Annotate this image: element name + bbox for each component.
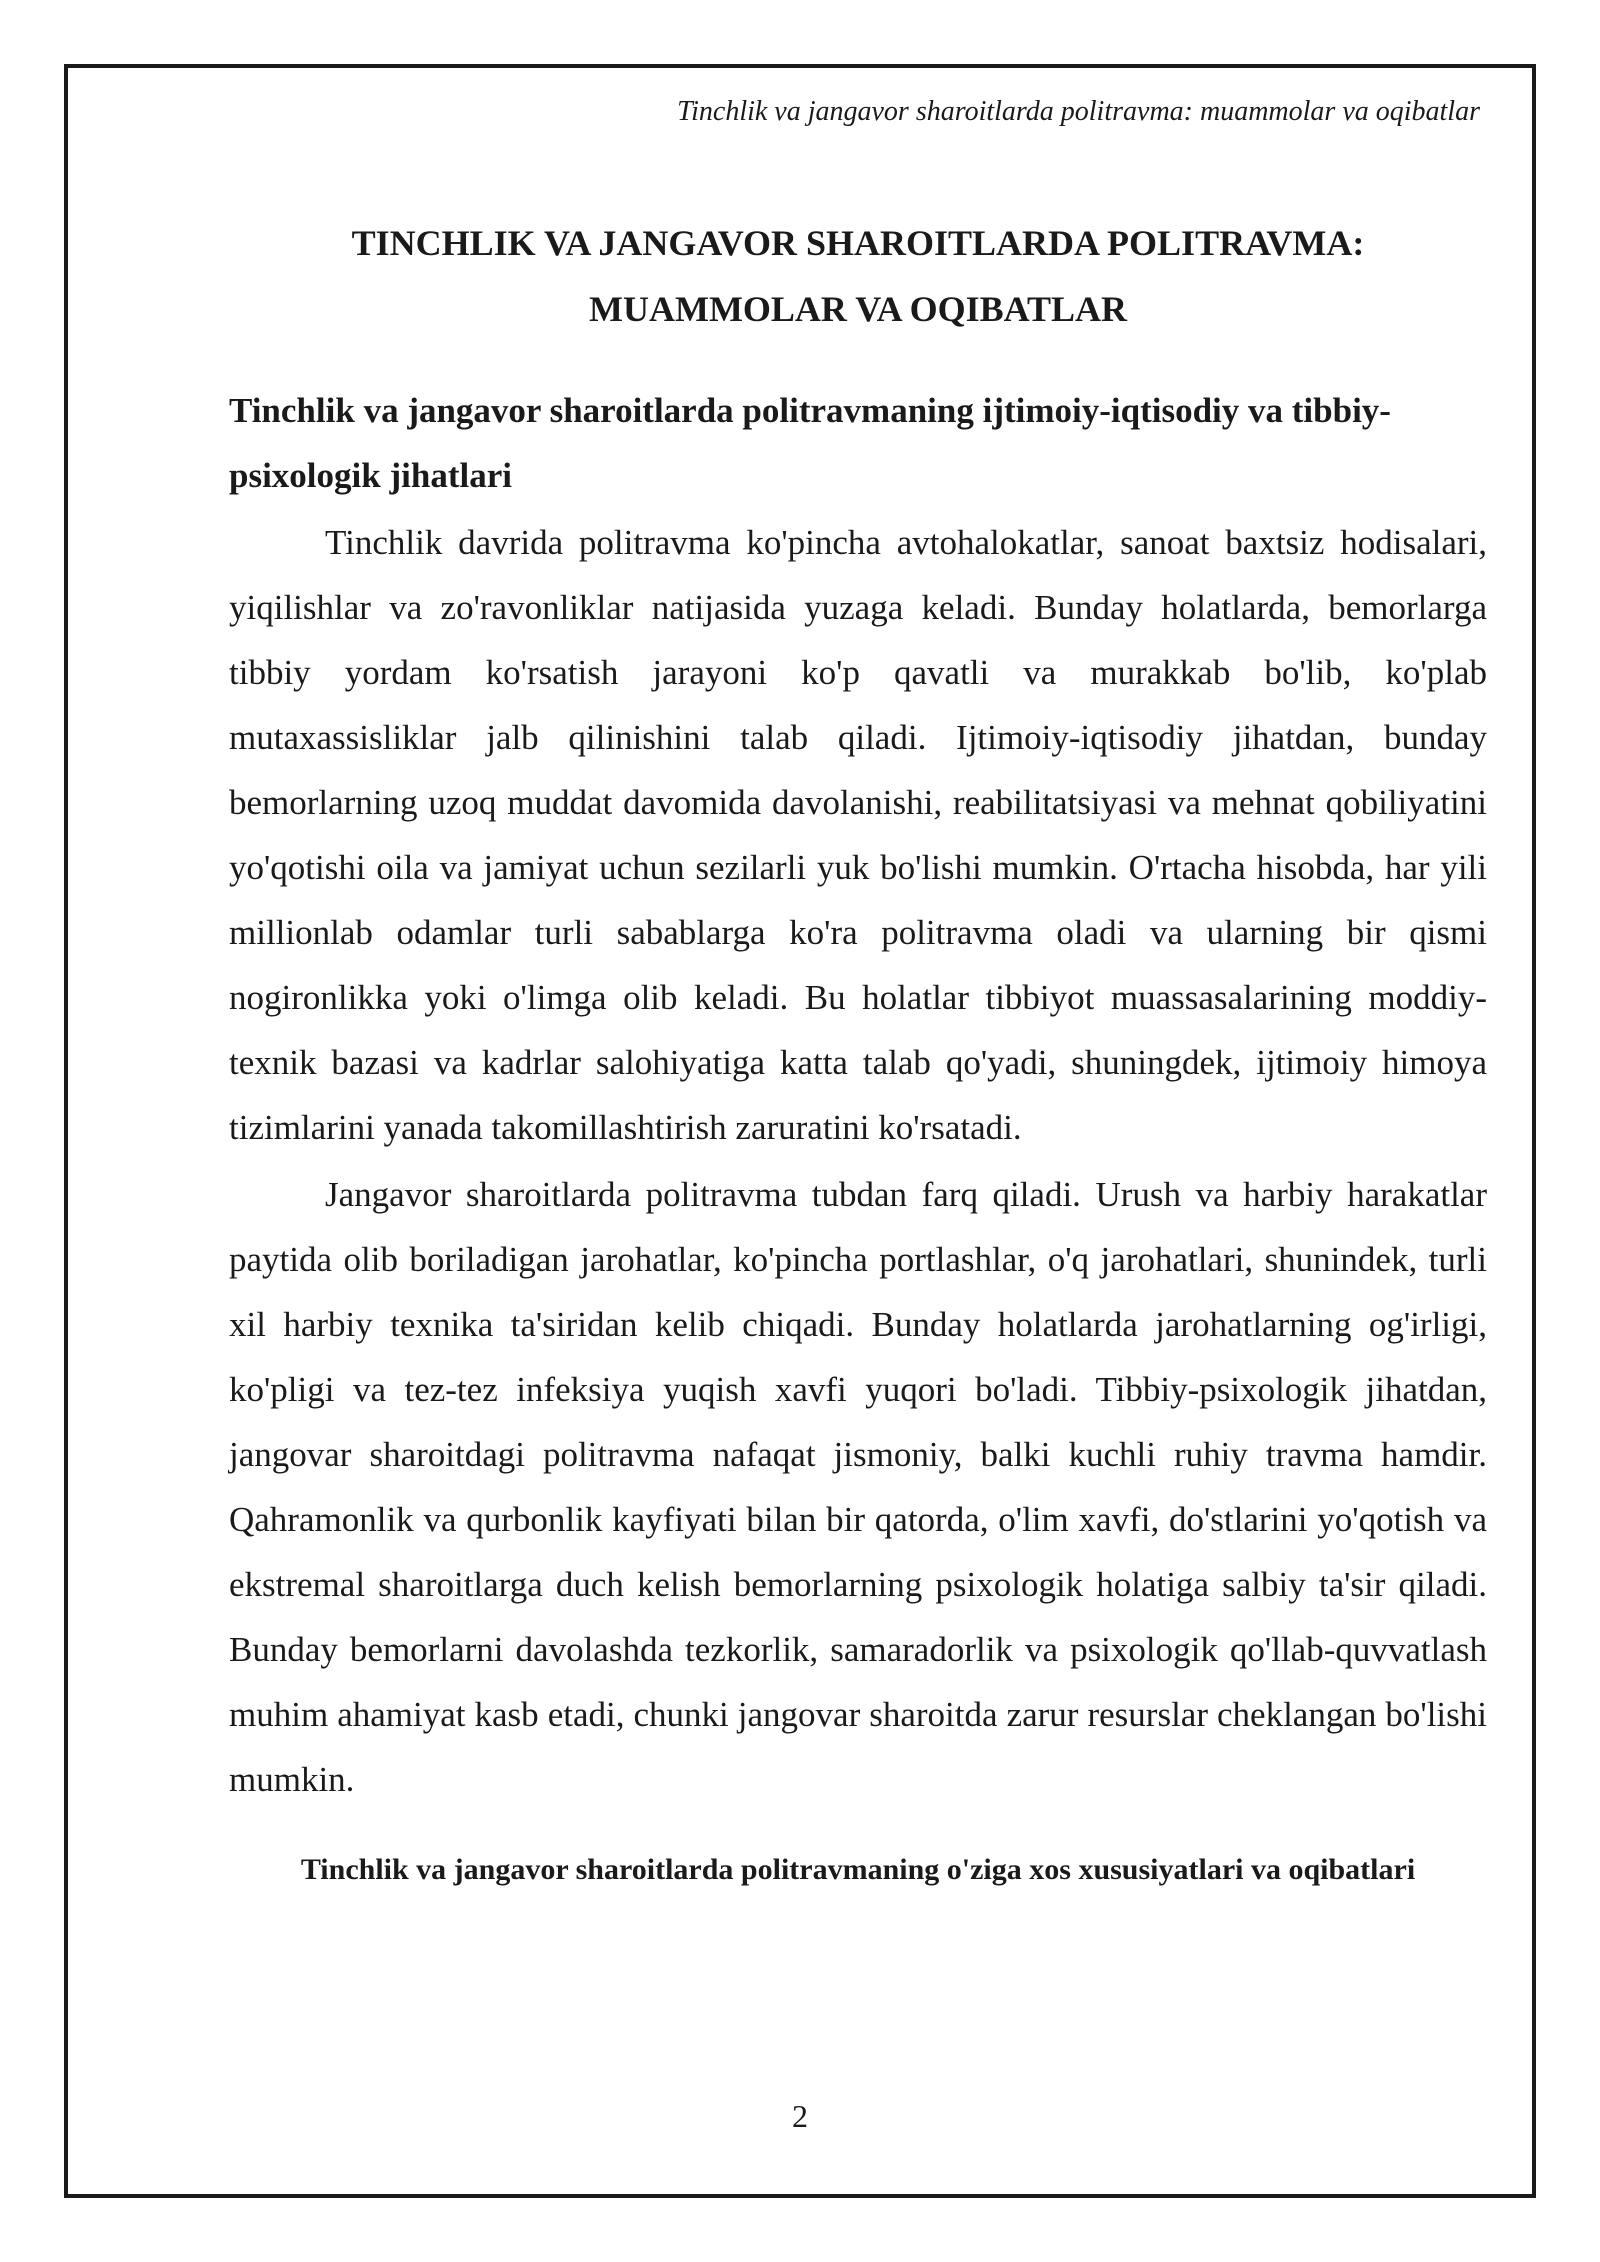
page-number: 2 bbox=[792, 2098, 808, 2134]
body-paragraph-1: Tinchlik davrida politravma ko'pincha avtohalokatlar, sanoat baxtsiz hodisalari, yiqilishlar va zo'ravonliklar natijasida yuzaga keladi. Bunday holatlarda, bemorlarga tibbiy yordam ko'rsatish jarayoni ko'p qavatli va murakkab bo'lib, ko'plab mutaxassisliklar jalb qilinishini talab qiladi. Ijtimoiy-iqtisodiy jihatdan, bunday bemorlarning uzoq muddat davomida davolanishi, reabilitatsiyasi va mehnat qobiliyatini yo'qotishi oila va jamiyat uchun sezilarli yuk bo'lishi mumkin. O'rtacha hisobda, har yili millionlab odamlar turli sabablarga ko'ra politravma oladi va ularning bir qismi nogironlikka yoki o'limga olib keladi. Bu holatlar tibbiyot muassasalarining moddiy-texnik bazasi va kadrlar salohiyatiga katta talab qo'yadi, shuningdek, ijtimoiy himoya tizimlarini yanada takomillashtirish zaruratini ko'rsatadi. bbox=[229, 523, 1487, 1147]
document-title bbox=[229, 210, 1487, 342]
running-header: Tinchlik va jangavor sharoitlarda politravma: muammolar va oqibatlar bbox=[677, 96, 1480, 127]
title-line-1: TINCHLIK VA JANGAVOR SHAROITLARDA POLITRAVMA: bbox=[351, 223, 1365, 263]
body-paragraph-2: Jangavor sharoitlarda politravma tubdan farq qiladi. Urush va harbiy harakatlar paytida olib boriladigan jarohatlar, ko'pincha portlashlar, o'q jarohatlari, shunindek, turli xil harbiy texnika ta'siridan kelib chiqadi. Bunday holatlarda jarohatlarning og'irligi, ko'pligi va tez-tez infeksiya yuqish xavfi yuqori bo'ladi. Tibbiy-psixologik jihatdan, jangovar sharoitdagi politravma nafaqat jismoniy, balki kuchli ruhiy travma hamdir. Qahramonlik va qurbonlik kayfiyati bilan bir qatorda, o'lim xavfi, do'stlarini yo'qotish va ekstremal sharoitlarga duch kelish bemorlarning psixologik holatiga salbiy ta'sir qiladi. Bunday bemorlarni davolashda tezkorlik, samaradorlik va psixologik qo'llab-quvvatlash muhim ahamiyat kasb etadi, chunki jangovar sharoitda zarur resurslar cheklangan bo'lishi mumkin. bbox=[229, 1175, 1487, 1799]
section-heading: Tinchlik va jangavor sharoitlarda politravmaning ijtimoiy-iqtisodiy va tibbiy-psixologik jihatlari bbox=[229, 391, 1391, 495]
subsection-heading: Tinchlik va jangavor sharoitlarda politravmaning o'ziga xos xususiyatlari va oqibatlari bbox=[300, 1853, 1416, 1886]
document-body bbox=[229, 210, 1487, 1900]
title-line-2: MUAMMOLAR VA OQIBATLAR bbox=[588, 289, 1128, 329]
